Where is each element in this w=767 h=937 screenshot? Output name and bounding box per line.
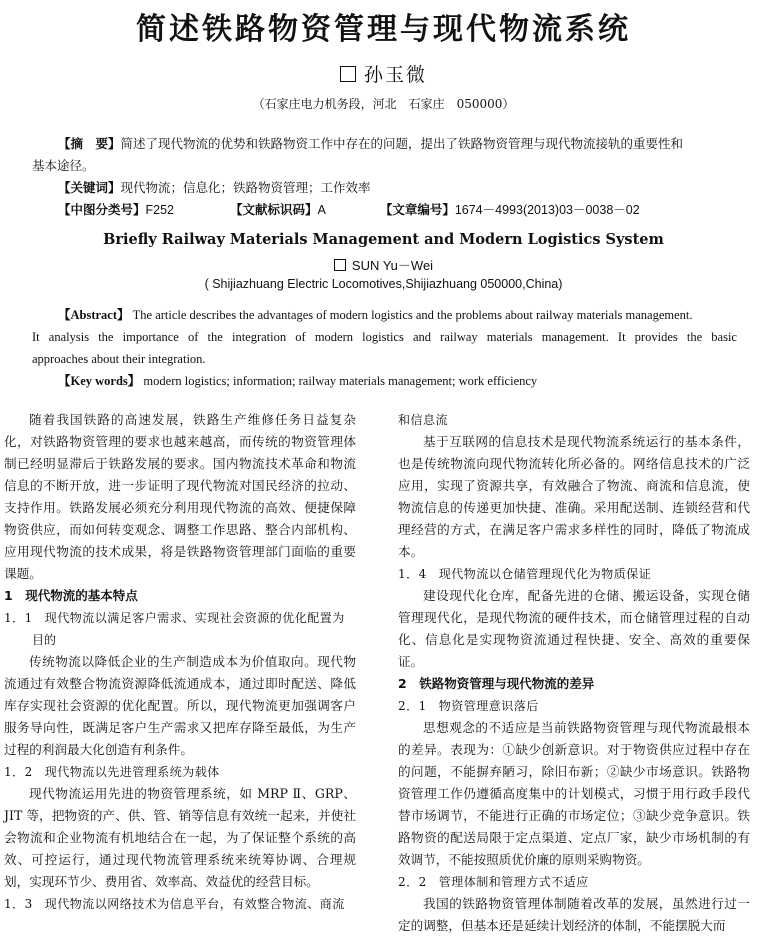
classification-line — [32, 199, 737, 221]
author-line — [0, 60, 767, 87]
article-no-value: 1674－4993(2013)03－0038－02 — [454, 203, 640, 217]
english-keywords-label: 【Key words】 — [58, 374, 141, 388]
paragraph: 建设现代化仓库，配备先进的仓储、搬运设备，实现仓储管理现代化，是现代物流的硬件技术，而仓储管理过程的自动化、信息化是实现物资流通过程快捷、安全、高效的重要保证。 — [398, 588, 750, 669]
subsection-number: 2．2 — [398, 875, 427, 889]
doc-code-label: 【文献标识码】 — [229, 202, 318, 217]
abstract-label: 【摘 要】 — [58, 136, 121, 151]
section-heading: 2 铁路物资管理与现代物流的差异 — [398, 676, 595, 691]
subsection-number: 1．2 — [4, 765, 33, 779]
abstract-text: 简述了现代物流的优势和铁路物资工作中存在的问题，提出了铁路物资管理与现代物流接轨的重要性和 — [120, 136, 684, 151]
subsection-number: 1．1 — [4, 611, 33, 625]
article-no-label: 【文章编号】 — [379, 202, 455, 217]
subsection-number: 1．4 — [398, 567, 427, 581]
english-title: Briefly Railway Materials Management and Modern Logistics System — [103, 231, 664, 248]
english-keywords: modern logistics; information; railway materials management; work efficiency — [143, 374, 538, 388]
affiliation: （石家庄电力机务段，河北 石家庄 050000） — [252, 97, 515, 111]
english-abstract-line-3: approaches about their integration. — [32, 352, 206, 366]
english-abstract-label: 【Abstract】 — [58, 308, 130, 322]
abstract-line-2: 基本途径。 — [32, 158, 95, 173]
section-heading: 1 现代物流的基本特点 — [4, 588, 138, 603]
subsection-title: 管理体制和管理方式不适应 — [438, 875, 589, 889]
subsection-number: 2．1 — [398, 699, 427, 713]
subsection-heading — [398, 871, 750, 893]
clc-value: F252 — [145, 203, 175, 217]
english-abstract-line-2: It analysis the importance of the integration of modern logistics and railway materials management. It provides the basic — [32, 330, 737, 344]
paragraph: 我国的铁路物资管理体制随着改革的发展，虽然进行过一定的调整，但基本还是延续计划经济的体制，不能摆脱大而 — [398, 896, 750, 933]
box-icon — [334, 259, 346, 271]
english-author-line — [0, 255, 767, 274]
chinese-abstract-block — [32, 133, 737, 221]
english-abstract-block — [32, 304, 737, 392]
clc-label: 【中图分类号】 — [58, 202, 146, 217]
paragraph: 传统物流以降低企业的生产制造成本为价值取向。现代物流通过有效整合物流资源降低流通成本，通过即时配送、降低库存实现社会资源的优化配置。所以，现代物流更加强调客户服务导向性，既满足客户生产需求又把库存降至最低，为生产过程的利润最大化创造有利条件。 — [4, 654, 356, 757]
keywords-label: 【关键词】 — [58, 180, 121, 195]
left-column — [4, 409, 356, 915]
paragraph: 现代物流运用先进的物资管理系统，如 MRP Ⅱ、GRP、JIT 等，把物资的产、供、管、销等信息有效统一起来，并使社会物流和企业物流有机地结合在一起，为了保证整个系统的高效、可控运行，通过现代物流管理系统来统筹协调、合理规划，实现环节少、费用省、效率高、效益优的经营目标。 — [4, 786, 356, 889]
author-name: 孙玉微 — [363, 64, 427, 86]
subsection-heading — [4, 893, 356, 915]
subsection-title: 现代物流以先进管理系统为载体 — [44, 765, 220, 779]
subsection-heading — [4, 607, 356, 629]
subsection-number: 1．3 — [4, 897, 33, 911]
subsection-title: 现代物流以满足客户需求、实现社会资源的优化配置为 — [44, 611, 345, 625]
subsection-title-cont: 目的 — [32, 633, 57, 647]
abstract-line — [32, 133, 737, 155]
paragraph: 思想观念的不适应是当前铁路物资管理与现代物流最根本的差异。表现为：①缺少创新意识。对于物资供应过程中存在的问题，不能摒弃陋习，除旧布新；②缺少市场意识。铁路物资管理工作仍遵循高度集中的计划模式，习惯于用行政手段代替市场调节，不能进行正确的市场定位；③缺少竞争意识。铁路物资的配送局限于定点渠道、定点厂家，缺少市场机制的有效调节，不能按照质优价廉的原则采购物资。 — [398, 720, 750, 867]
keywords-line — [32, 177, 737, 199]
doc-code-value: A — [317, 203, 326, 217]
english-abstract-line-1: The article describes the advantages of modern logistics and the problems about railway materials management. — [132, 308, 693, 322]
keywords-text: 现代物流；信息化；铁路物资管理；工作效率 — [120, 180, 371, 195]
subsection-heading — [398, 563, 750, 585]
right-column — [398, 409, 750, 937]
subsection-title: 现代物流以网络技术为信息平台，有效整合物流、商流 — [44, 897, 345, 911]
subsection-title-cont: 和信息流 — [398, 413, 449, 427]
english-author: SUN Yu－Wei — [351, 258, 434, 273]
english-affiliation: ( Shijiazhuang Electric Locomotives,Shijiazhuang 050000,China) — [204, 277, 563, 291]
subsection-title: 物资管理意识落后 — [438, 699, 539, 713]
subsection-title: 现代物流以仓储管理现代化为物质保证 — [438, 567, 652, 581]
subsection-heading — [398, 695, 750, 717]
paragraph: 基于互联网的信息技术是现代物流系统运行的基本条件，也是传统物流向现代物流转化所必备的。网络信息技术的广泛应用，实现了资源共享，有效融合了物流、商流和信息流，使物流信息的传递更加快捷、准确。采用配送制、连锁经营和代理经营的方式，在满足客户需求多样性的同时，降低了物流成本。 — [398, 434, 750, 559]
paper-title: 简述铁路物资管理与现代物流系统 — [136, 12, 631, 47]
box-icon — [340, 66, 356, 82]
subsection-heading — [4, 761, 356, 783]
intro-paragraph: 随着我国铁路的高速发展，铁路生产维修任务日益复杂化，对铁路物资管理的要求也越来越高，而传统的物资管理体制已经明显滞后于铁路发展的要求。国内物流技术革命和物流信息的不断开放，进一步证明了现代物流对国民经济的拉动、支持作用。铁路发展必须充分利用现代物流的高效、便捷保障物资供应，而如何转变观念、调整工作思路、整合内部机构、应用现代物流的技术成果，将是铁路物资管理部门面临的重要课题。 — [4, 412, 356, 581]
